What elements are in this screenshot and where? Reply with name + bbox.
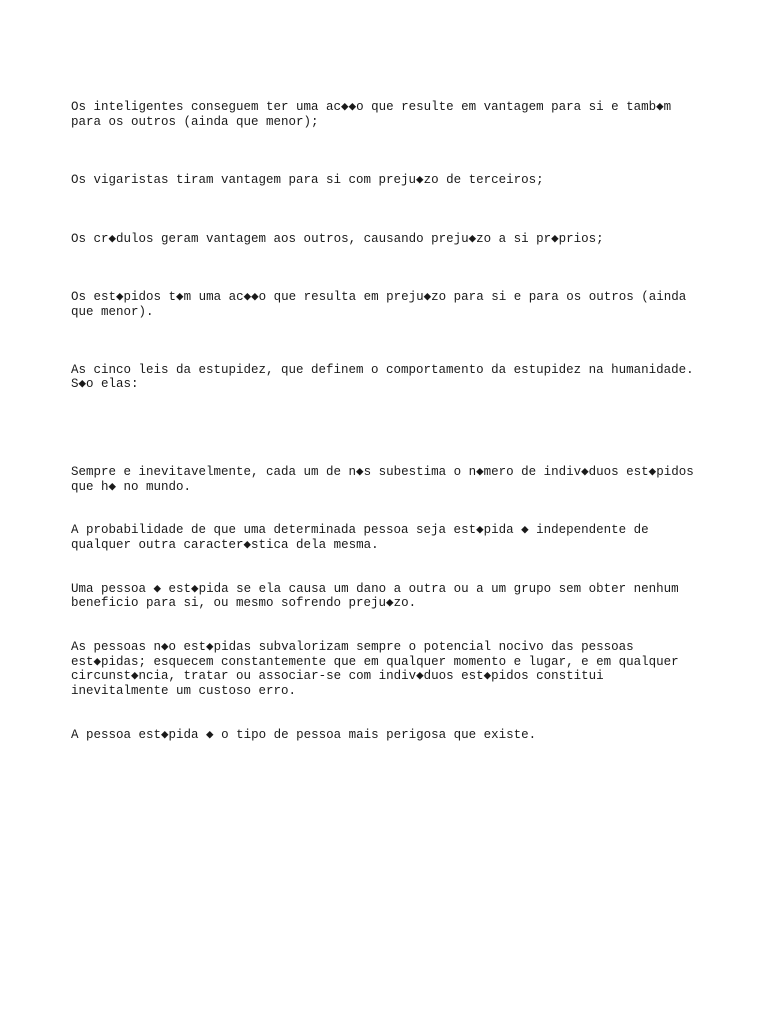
law-item-4: As pessoas n◆o est◆pidas subvalorizam sempre o potencial nocivo das pessoas est◆pidas; esquecem constantemente que em qualquer momento e lugar, e em qualquer circunst◆ncia, tratar ou associar-se com indiv◆duos est◆pidos constitui inevitalmente um custoso erro.	[71, 640, 679, 698]
law-item-5: A pessoa est◆pida ◆ o tipo de pessoa mais perigosa que existe.	[71, 727, 537, 742]
law-item-3: Uma pessoa ◆ est◆pida se ela causa um dano a outra ou a um grupo sem obter nenhum beneficio para si, ou mesmo sofrendo preju◆zo.	[71, 581, 679, 611]
paragraph-stupid: Os est◆pidos t◆m uma ac◆◆o que resulta em preju◆zo para si e para os outros (ainda que menor).	[71, 289, 687, 319]
paragraph-credulous: Os cr◆dulos geram vantagem aos outros, causando preju◆zo a si pr◆prios;	[71, 231, 604, 246]
paragraph-five-laws-intro: As cinco leis da estupidez, que definem o comportamento da estupidez na humanidade. S◆o elas:	[71, 362, 694, 392]
document-page	[71, 71, 711, 786]
paragraph-intelligent: Os inteligentes conseguem ter uma ac◆◆o que resulte em vantagem para si e tamb◆m para os outros (ainda que menor);	[71, 100, 672, 129]
laws-list	[71, 436, 711, 772]
paragraph-swindlers: Os vigaristas tiram vantagem para si com preju◆zo de terceiros;	[71, 173, 544, 188]
law-item-2: A probabilidade de que uma determinada pessoa seja est◆pida ◆ independente de qualquer outra caracter◆stica dela mesma.	[71, 523, 649, 552]
law-item-1: Sempre e inevitavelmente, cada um de n◆s subestima o n◆mero de indiv◆duos est◆pidos que h◆ no mundo.	[71, 465, 694, 494]
